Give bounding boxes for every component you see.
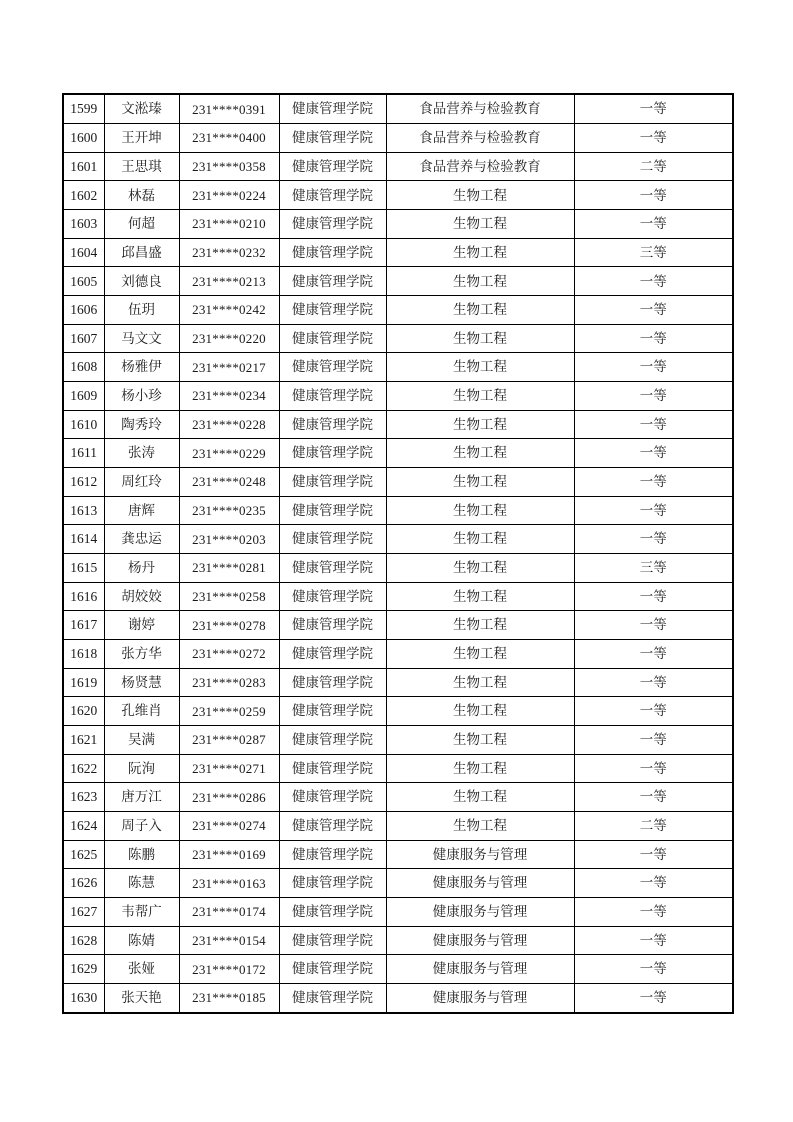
cell-major: 健康服务与管理 xyxy=(386,869,574,898)
cell-college: 健康管理学院 xyxy=(279,582,386,611)
cell-student_id: 231****0235 xyxy=(179,496,279,525)
cell-major: 健康服务与管理 xyxy=(386,983,574,1013)
table-body xyxy=(63,94,733,1013)
cell-name: 杨丹 xyxy=(104,553,179,582)
cell-award: 一等 xyxy=(574,840,733,869)
table-row xyxy=(63,840,733,869)
cell-student_id: 231****0169 xyxy=(179,840,279,869)
table-row xyxy=(63,410,733,439)
cell-name: 杨小珍 xyxy=(104,382,179,411)
cell-college: 健康管理学院 xyxy=(279,152,386,181)
cell-college: 健康管理学院 xyxy=(279,353,386,382)
cell-student_id: 231****0258 xyxy=(179,582,279,611)
cell-award: 二等 xyxy=(574,152,733,181)
cell-name: 文淞瑧 xyxy=(104,94,179,124)
cell-major: 生物工程 xyxy=(386,697,574,726)
cell-name: 张天艳 xyxy=(104,983,179,1013)
results-table xyxy=(62,93,734,1014)
cell-serial: 1608 xyxy=(63,353,104,382)
cell-serial: 1610 xyxy=(63,410,104,439)
table-row xyxy=(63,639,733,668)
cell-award: 一等 xyxy=(574,639,733,668)
cell-award: 一等 xyxy=(574,267,733,296)
cell-major: 生物工程 xyxy=(386,238,574,267)
cell-name: 林磊 xyxy=(104,181,179,210)
cell-student_id: 231****0242 xyxy=(179,296,279,325)
table-row xyxy=(63,811,733,840)
cell-name: 张娅 xyxy=(104,955,179,984)
cell-serial: 1613 xyxy=(63,496,104,525)
cell-award: 一等 xyxy=(574,983,733,1013)
cell-student_id: 231****0391 xyxy=(179,94,279,124)
cell-college: 健康管理学院 xyxy=(279,496,386,525)
table-row xyxy=(63,668,733,697)
table-row xyxy=(63,124,733,153)
cell-major: 生物工程 xyxy=(386,611,574,640)
cell-college: 健康管理学院 xyxy=(279,94,386,124)
cell-college: 健康管理学院 xyxy=(279,754,386,783)
cell-serial: 1620 xyxy=(63,697,104,726)
table-row xyxy=(63,869,733,898)
cell-serial: 1622 xyxy=(63,754,104,783)
table-row xyxy=(63,439,733,468)
cell-name: 胡姣姣 xyxy=(104,582,179,611)
cell-student_id: 231****0228 xyxy=(179,410,279,439)
cell-major: 生物工程 xyxy=(386,324,574,353)
cell-award: 一等 xyxy=(574,496,733,525)
cell-serial: 1615 xyxy=(63,553,104,582)
cell-college: 健康管理学院 xyxy=(279,124,386,153)
cell-name: 唐辉 xyxy=(104,496,179,525)
cell-student_id: 231****0224 xyxy=(179,181,279,210)
table-row xyxy=(63,496,733,525)
cell-serial: 1617 xyxy=(63,611,104,640)
cell-student_id: 231****0259 xyxy=(179,697,279,726)
cell-college: 健康管理学院 xyxy=(279,525,386,554)
cell-student_id: 231****0287 xyxy=(179,725,279,754)
table-row xyxy=(63,754,733,783)
cell-serial: 1611 xyxy=(63,439,104,468)
table-row xyxy=(63,210,733,239)
table-row xyxy=(63,983,733,1013)
cell-serial: 1606 xyxy=(63,296,104,325)
table-row xyxy=(63,611,733,640)
table-row xyxy=(63,897,733,926)
cell-college: 健康管理学院 xyxy=(279,210,386,239)
table-row xyxy=(63,181,733,210)
cell-major: 生物工程 xyxy=(386,267,574,296)
table-row xyxy=(63,267,733,296)
cell-name: 陈婧 xyxy=(104,926,179,955)
cell-award: 一等 xyxy=(574,210,733,239)
cell-serial: 1625 xyxy=(63,840,104,869)
cell-serial: 1599 xyxy=(63,94,104,124)
table-row xyxy=(63,296,733,325)
cell-college: 健康管理学院 xyxy=(279,639,386,668)
cell-major: 生物工程 xyxy=(386,783,574,812)
table-row xyxy=(63,783,733,812)
cell-college: 健康管理学院 xyxy=(279,926,386,955)
cell-serial: 1618 xyxy=(63,639,104,668)
cell-serial: 1621 xyxy=(63,725,104,754)
cell-college: 健康管理学院 xyxy=(279,840,386,869)
cell-student_id: 231****0174 xyxy=(179,897,279,926)
cell-student_id: 231****0185 xyxy=(179,983,279,1013)
table-row xyxy=(63,582,733,611)
table-row xyxy=(63,725,733,754)
cell-college: 健康管理学院 xyxy=(279,783,386,812)
cell-student_id: 231****0283 xyxy=(179,668,279,697)
cell-major: 生物工程 xyxy=(386,181,574,210)
cell-name: 韦帮广 xyxy=(104,897,179,926)
cell-college: 健康管理学院 xyxy=(279,553,386,582)
cell-college: 健康管理学院 xyxy=(279,382,386,411)
cell-major: 食品营养与检验教育 xyxy=(386,94,574,124)
cell-award: 一等 xyxy=(574,468,733,497)
cell-college: 健康管理学院 xyxy=(279,410,386,439)
cell-student_id: 231****0271 xyxy=(179,754,279,783)
cell-major: 生物工程 xyxy=(386,725,574,754)
table-row xyxy=(63,955,733,984)
cell-student_id: 231****0217 xyxy=(179,353,279,382)
cell-college: 健康管理学院 xyxy=(279,611,386,640)
cell-name: 邱昌盛 xyxy=(104,238,179,267)
cell-serial: 1624 xyxy=(63,811,104,840)
cell-serial: 1612 xyxy=(63,468,104,497)
cell-college: 健康管理学院 xyxy=(279,324,386,353)
table-row xyxy=(63,324,733,353)
table-row xyxy=(63,94,733,124)
cell-major: 生物工程 xyxy=(386,811,574,840)
cell-major: 生物工程 xyxy=(386,382,574,411)
cell-major: 生物工程 xyxy=(386,439,574,468)
cell-serial: 1604 xyxy=(63,238,104,267)
cell-student_id: 231****0229 xyxy=(179,439,279,468)
cell-award: 三等 xyxy=(574,553,733,582)
cell-serial: 1603 xyxy=(63,210,104,239)
cell-student_id: 231****0232 xyxy=(179,238,279,267)
cell-student_id: 231****0358 xyxy=(179,152,279,181)
cell-student_id: 231****0281 xyxy=(179,553,279,582)
cell-student_id: 231****0274 xyxy=(179,811,279,840)
cell-major: 生物工程 xyxy=(386,468,574,497)
cell-award: 一等 xyxy=(574,181,733,210)
cell-major: 食品营养与检验教育 xyxy=(386,152,574,181)
cell-college: 健康管理学院 xyxy=(279,296,386,325)
cell-award: 一等 xyxy=(574,783,733,812)
table-row xyxy=(63,697,733,726)
cell-major: 食品营养与检验教育 xyxy=(386,124,574,153)
cell-serial: 1601 xyxy=(63,152,104,181)
cell-award: 一等 xyxy=(574,725,733,754)
cell-college: 健康管理学院 xyxy=(279,955,386,984)
table-row xyxy=(63,553,733,582)
cell-major: 生物工程 xyxy=(386,525,574,554)
cell-name: 马文文 xyxy=(104,324,179,353)
cell-name: 张涛 xyxy=(104,439,179,468)
cell-award: 一等 xyxy=(574,382,733,411)
cell-serial: 1619 xyxy=(63,668,104,697)
cell-serial: 1614 xyxy=(63,525,104,554)
cell-award: 一等 xyxy=(574,897,733,926)
cell-college: 健康管理学院 xyxy=(279,897,386,926)
cell-award: 一等 xyxy=(574,926,733,955)
table-row xyxy=(63,382,733,411)
cell-award: 一等 xyxy=(574,525,733,554)
cell-name: 陶秀玲 xyxy=(104,410,179,439)
cell-college: 健康管理学院 xyxy=(279,697,386,726)
cell-name: 杨雅伊 xyxy=(104,353,179,382)
cell-major: 生物工程 xyxy=(386,210,574,239)
cell-name: 陈慧 xyxy=(104,869,179,898)
cell-student_id: 231****0248 xyxy=(179,468,279,497)
cell-serial: 1630 xyxy=(63,983,104,1013)
cell-college: 健康管理学院 xyxy=(279,181,386,210)
cell-student_id: 231****0213 xyxy=(179,267,279,296)
cell-college: 健康管理学院 xyxy=(279,869,386,898)
cell-name: 周红玲 xyxy=(104,468,179,497)
cell-name: 张方华 xyxy=(104,639,179,668)
cell-student_id: 231****0272 xyxy=(179,639,279,668)
table-row xyxy=(63,926,733,955)
cell-serial: 1605 xyxy=(63,267,104,296)
cell-major: 健康服务与管理 xyxy=(386,840,574,869)
cell-award: 一等 xyxy=(574,697,733,726)
cell-major: 健康服务与管理 xyxy=(386,955,574,984)
cell-serial: 1623 xyxy=(63,783,104,812)
cell-college: 健康管理学院 xyxy=(279,668,386,697)
cell-award: 一等 xyxy=(574,668,733,697)
cell-name: 唐万江 xyxy=(104,783,179,812)
cell-serial: 1629 xyxy=(63,955,104,984)
cell-college: 健康管理学院 xyxy=(279,811,386,840)
cell-award: 三等 xyxy=(574,238,733,267)
cell-name: 谢婷 xyxy=(104,611,179,640)
cell-name: 陈鹏 xyxy=(104,840,179,869)
cell-student_id: 231****0234 xyxy=(179,382,279,411)
cell-award: 一等 xyxy=(574,324,733,353)
cell-serial: 1628 xyxy=(63,926,104,955)
table-row xyxy=(63,238,733,267)
table-row xyxy=(63,525,733,554)
cell-serial: 1616 xyxy=(63,582,104,611)
cell-college: 健康管理学院 xyxy=(279,238,386,267)
cell-serial: 1609 xyxy=(63,382,104,411)
cell-major: 健康服务与管理 xyxy=(386,897,574,926)
cell-award: 一等 xyxy=(574,439,733,468)
cell-major: 健康服务与管理 xyxy=(386,926,574,955)
cell-name: 王思琪 xyxy=(104,152,179,181)
cell-student_id: 231****0278 xyxy=(179,611,279,640)
cell-college: 健康管理学院 xyxy=(279,439,386,468)
cell-award: 一等 xyxy=(574,353,733,382)
cell-award: 一等 xyxy=(574,955,733,984)
cell-name: 吴满 xyxy=(104,725,179,754)
cell-student_id: 231****0400 xyxy=(179,124,279,153)
cell-major: 生物工程 xyxy=(386,496,574,525)
table-row xyxy=(63,152,733,181)
cell-student_id: 231****0203 xyxy=(179,525,279,554)
cell-name: 孔维肖 xyxy=(104,697,179,726)
cell-major: 生物工程 xyxy=(386,668,574,697)
table-row xyxy=(63,468,733,497)
table-row xyxy=(63,353,733,382)
cell-name: 何超 xyxy=(104,210,179,239)
cell-name: 伍玥 xyxy=(104,296,179,325)
cell-name: 王开坤 xyxy=(104,124,179,153)
cell-serial: 1600 xyxy=(63,124,104,153)
cell-major: 生物工程 xyxy=(386,582,574,611)
cell-name: 阮洵 xyxy=(104,754,179,783)
cell-student_id: 231****0163 xyxy=(179,869,279,898)
cell-award: 二等 xyxy=(574,811,733,840)
cell-student_id: 231****0220 xyxy=(179,324,279,353)
cell-major: 生物工程 xyxy=(386,553,574,582)
cell-serial: 1602 xyxy=(63,181,104,210)
cell-college: 健康管理学院 xyxy=(279,267,386,296)
cell-award: 一等 xyxy=(574,296,733,325)
cell-college: 健康管理学院 xyxy=(279,468,386,497)
cell-name: 周子入 xyxy=(104,811,179,840)
cell-award: 一等 xyxy=(574,410,733,439)
cell-award: 一等 xyxy=(574,582,733,611)
cell-major: 生物工程 xyxy=(386,410,574,439)
cell-name: 刘德良 xyxy=(104,267,179,296)
cell-college: 健康管理学院 xyxy=(279,983,386,1013)
cell-major: 生物工程 xyxy=(386,296,574,325)
cell-serial: 1607 xyxy=(63,324,104,353)
cell-award: 一等 xyxy=(574,869,733,898)
cell-award: 一等 xyxy=(574,754,733,783)
cell-name: 龚忠运 xyxy=(104,525,179,554)
cell-student_id: 231****0154 xyxy=(179,926,279,955)
cell-major: 生物工程 xyxy=(386,353,574,382)
cell-name: 杨贤慧 xyxy=(104,668,179,697)
cell-award: 一等 xyxy=(574,611,733,640)
cell-student_id: 231****0286 xyxy=(179,783,279,812)
cell-college: 健康管理学院 xyxy=(279,725,386,754)
cell-major: 生物工程 xyxy=(386,754,574,783)
cell-award: 一等 xyxy=(574,94,733,124)
cell-serial: 1627 xyxy=(63,897,104,926)
cell-major: 生物工程 xyxy=(386,639,574,668)
cell-student_id: 231****0210 xyxy=(179,210,279,239)
cell-student_id: 231****0172 xyxy=(179,955,279,984)
cell-serial: 1626 xyxy=(63,869,104,898)
cell-award: 一等 xyxy=(574,124,733,153)
